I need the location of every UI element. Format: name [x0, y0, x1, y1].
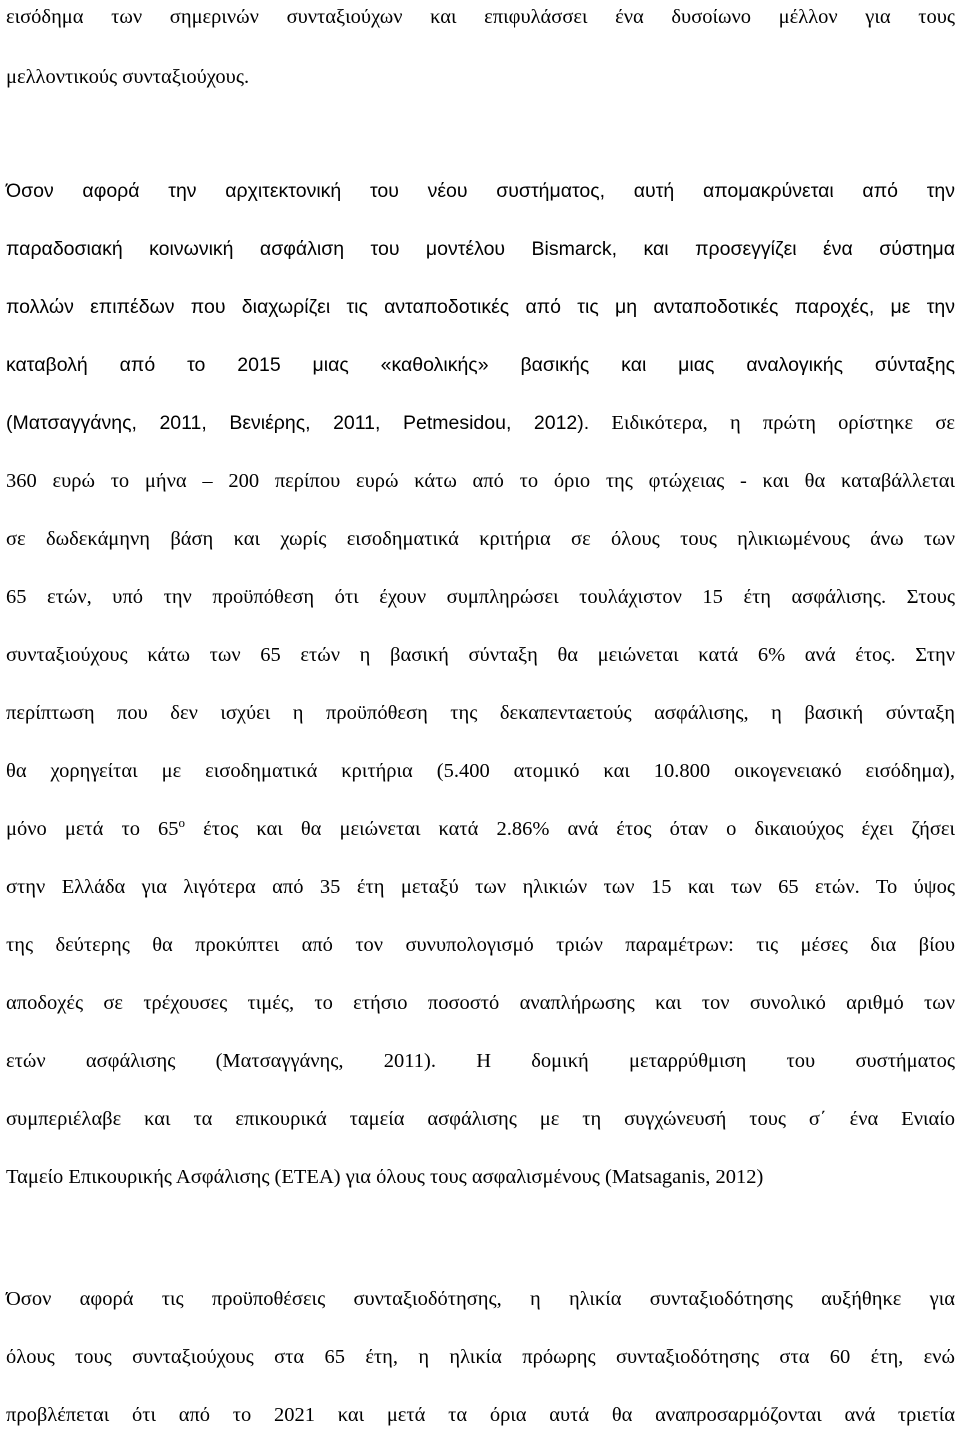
text-line: της δεύτερης θα προκύπτει από τον συνυπολογισμό τριών παραμέτρων: τις μέσες δια βίου	[6, 934, 955, 956]
text-line: Όσον αφορά τις προϋποθέσεις συνταξιοδότησης, η ηλικία συνταξιοδότησης αυξήθηκε για	[6, 1288, 955, 1310]
text-line: όλους τους συνταξιούχους στα 65 έτη, η ηλικία πρόωρης συνταξιοδότησης στα 60 έτη, ενώ	[6, 1346, 955, 1368]
text-line: πολλών επιπέδων που διαχωρίζει τις ανταποδοτικές από τις μη ανταποδοτικές παροχές, με την	[6, 296, 955, 318]
text-line: συνταξιούχους κάτω των 65 ετών η βασική σύνταξη θα μειώνεται κατά 6% ανά έτος. Στην	[6, 644, 955, 666]
text-line: παραδοσιακή κοινωνική ασφάλιση του μοντέλου Bismarck, και προσεγγίζει ένα σύστημα	[6, 238, 955, 260]
text-line: μελλοντικούς συνταξιούχους.	[6, 66, 250, 88]
text-line: Ταμείο Επικουρικής Ασφάλισης (ΕΤΕΑ) για όλους τους ασφαλισμένους (Matsaganis, 2012)	[6, 1166, 764, 1188]
text-line: θα χορηγείται με εισοδηματικά κριτήρια (5.400 ατομικό και 10.800 οικογενειακό εισόδημα),	[6, 760, 955, 782]
text-line: Όσον αφορά την αρχιτεκτονική του νέου συστήματος, αυτή απομακρύνεται από την	[6, 180, 955, 202]
text-line: 360 ευρώ το μήνα – 200 περίπου ευρώ κάτω από το όριο της φτώχειας - και θα καταβάλλεται	[6, 470, 955, 492]
text-line: ετών ασφάλισης (Ματσαγγάνης, 2011). Η δομική μεταρρύθμιση του συστήματος	[6, 1050, 955, 1072]
text-span: έτος και θα μειώνεται κατά 2.86% ανά έτος όταν ο δικαιούχος έχει ζήσει	[185, 818, 955, 840]
text-line: σε δωδεκάμηνη βάση και χωρίς εισοδηματικά κριτήρια σε όλους τους ηλικιωμένους άνω των	[6, 528, 955, 550]
text-line: συμπεριέλαβε και τα επικουρικά ταμεία ασφάλισης με τη συγχώνευσή τους σ΄ ένα Ενιαίο	[6, 1108, 955, 1130]
text-span: μόνο μετά το 65	[6, 818, 179, 840]
text-line: εισόδημα των σημερινών συνταξιούχων και επιφυλάσσει ένα δυσοίωνο μέλλον για τους	[6, 6, 955, 28]
text-line: 65 ετών, υπό την προϋπόθεση ότι έχουν συμπληρώσει τουλάχιστον 15 έτη ασφάλισης. Στους	[6, 586, 955, 608]
text-span: (Ματσαγγάνης, 2011, Βενιέρης, 2011, Petmesidou, 2012).	[6, 412, 590, 434]
text-line: στην Ελλάδα για λιγότερα από 35 έτη μεταξύ των ηλικιών των 15 και των 65 ετών. Το ύψος	[6, 876, 955, 898]
text-line: προβλέπεται ότι από το 2021 και μετά τα όρια αυτά θα αναπροσαρμόζονται ανά τριετία	[6, 1404, 955, 1426]
text-span: Ειδικότερα, η πρώτη ορίστηκε σε	[589, 412, 955, 434]
text-line: περίπτωση που δεν ισχύει η προϋπόθεση της δεκαπενταετούς ασφάλισης, η βασική σύνταξη	[6, 702, 955, 724]
superscript: ο	[178, 815, 186, 830]
text-line: καταβολή από το 2015 μιας «καθολικής» βασικής και μιας αναλογικής σύνταξης	[6, 354, 955, 376]
text-line	[6, 814, 955, 844]
text-line: αποδοχές σε τρέχουσες τιμές, το ετήσιο ποσοστό αναπλήρωσης και τον συνολικό αριθμό των	[6, 992, 955, 1014]
text-line	[6, 408, 955, 438]
